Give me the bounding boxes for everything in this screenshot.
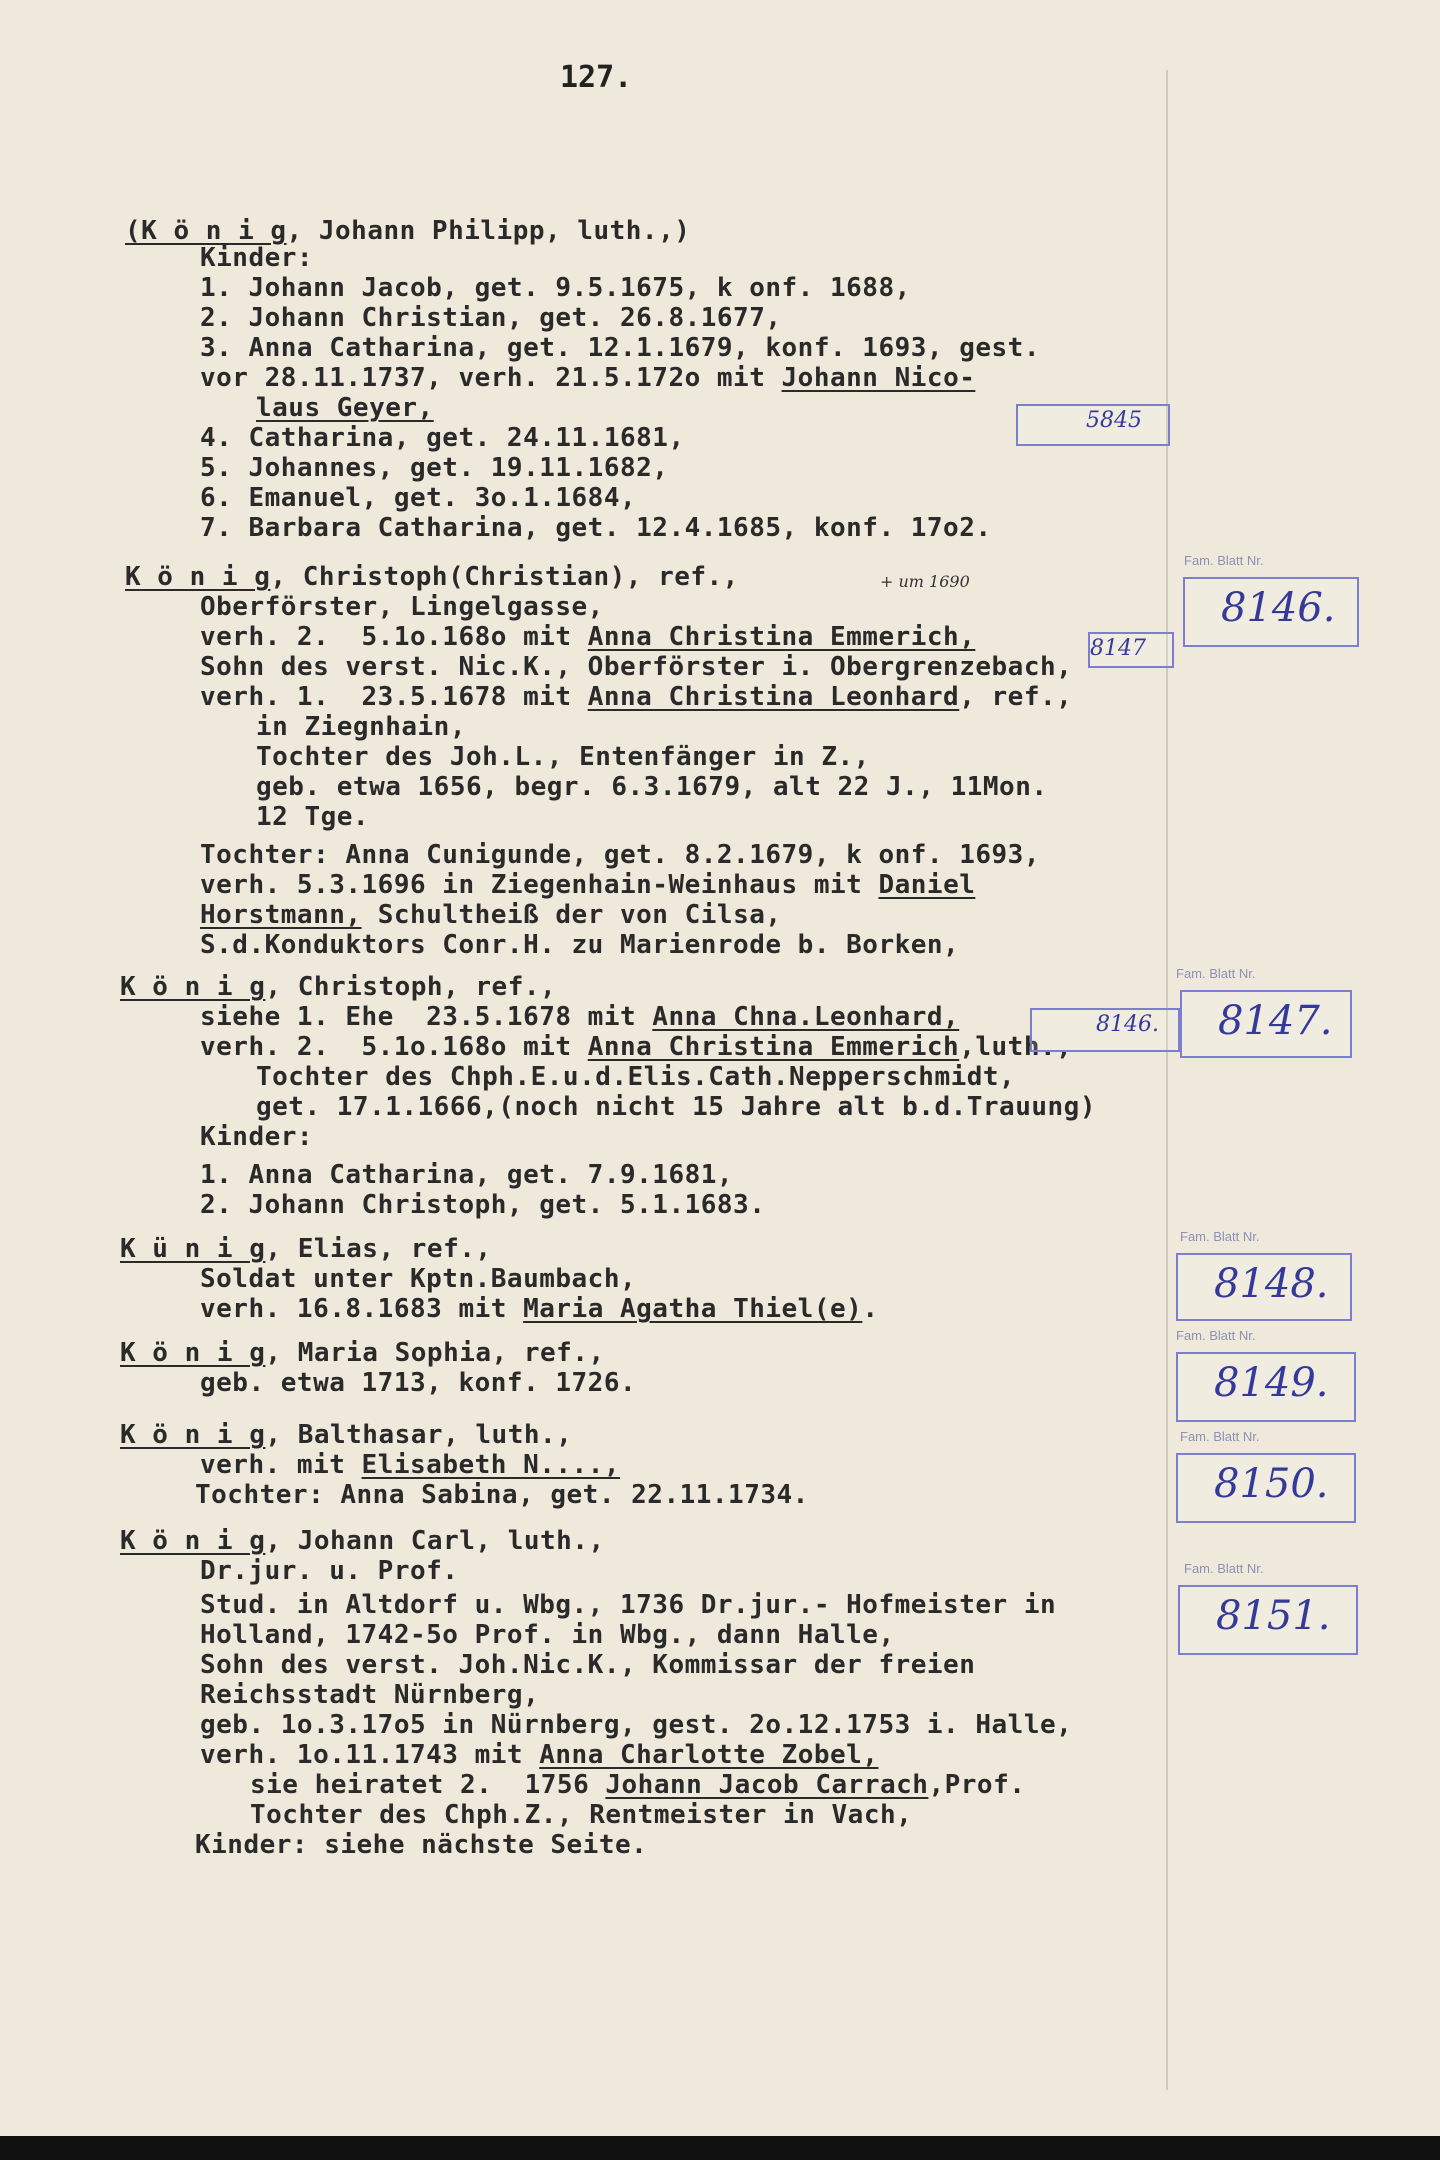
underlined-name: laus Geyer, <box>256 393 434 423</box>
text-line <box>200 1620 895 1650</box>
text-line <box>200 870 975 900</box>
text-line <box>200 900 782 930</box>
underlined-name: K ö n i g <box>120 1526 266 1556</box>
text-line <box>256 772 1048 802</box>
text-line <box>200 592 604 622</box>
underlined-name: Johann Jacob Carrach <box>605 1770 929 1800</box>
text-segment: Kinder: <box>200 243 314 273</box>
text-line <box>256 393 434 423</box>
handwritten-note: + um 1690 <box>880 572 970 591</box>
text-line <box>200 1160 733 1190</box>
text-segment: 1. Johann Jacob, get. 9.5.1675, k onf. 1688, <box>200 273 911 303</box>
text-segment: 3. Anna Catharina, get. 12.1.1679, konf. 1693, gest. <box>200 333 1040 363</box>
text-line <box>200 1002 959 1032</box>
text-line <box>120 972 556 1002</box>
text-line <box>200 423 685 453</box>
text-line <box>120 1338 605 1368</box>
text-segment: sie heiratet 2. 1756 <box>250 1770 606 1800</box>
text-segment: , Elias, ref., <box>265 1234 492 1264</box>
text-segment: 4. Catharina, get. 24.11.1681, <box>200 423 685 453</box>
family-sheet-number: 8146. <box>1096 1012 1159 1037</box>
text-segment: Kinder: <box>200 1122 314 1152</box>
text-line <box>200 243 313 273</box>
text-line <box>200 652 1072 682</box>
family-sheet-number: 8147 <box>1090 636 1146 661</box>
text-segment: , Maria Sophia, ref., <box>265 1338 605 1368</box>
text-line <box>200 682 1072 712</box>
text-line <box>200 622 975 652</box>
text-line <box>200 273 911 303</box>
text-line <box>120 1234 492 1264</box>
text-segment: verh. mit <box>200 1450 362 1480</box>
text-segment: ,Prof. <box>928 1770 1026 1800</box>
text-segment: . <box>862 1294 879 1324</box>
text-line <box>200 1556 458 1586</box>
text-line <box>200 1122 313 1152</box>
text-segment: 12 Tge. <box>256 802 370 832</box>
text-segment: geb. 1o.3.17o5 in Nürnberg, gest. 2o.12.1753 i. Halle, <box>200 1710 1073 1740</box>
text-segment: verh. 2. 5.1o.168o mit <box>200 1032 588 1062</box>
text-segment: Holland, 1742-5o Prof. in Wbg., dann Halle, <box>200 1620 895 1650</box>
text-line <box>125 216 690 246</box>
text-line <box>200 1710 1072 1740</box>
text-line <box>120 1420 572 1450</box>
text-segment: Kinder: siehe nächste Seite. <box>195 1830 648 1860</box>
family-sheet-number: 8148. <box>1214 1261 1329 1307</box>
text-line <box>200 303 782 333</box>
text-segment: 2. Johann Christoph, get. 5.1.1683. <box>200 1190 766 1220</box>
text-segment: 6. Emanuel, get. 3o.1.1684, <box>200 483 637 513</box>
underlined-name: Anna Charlotte Zobel, <box>539 1740 879 1770</box>
text-line <box>200 363 975 393</box>
text-segment: Schultheiß der von Cilsa, <box>361 900 782 930</box>
text-segment: verh. 5.3.1696 in Ziegenhain-Weinhaus mit <box>200 870 879 900</box>
underlined-name: Anna Christina Emmerich, <box>587 622 976 652</box>
family-sheet-number: 8151. <box>1216 1593 1331 1639</box>
text-line <box>200 1368 636 1398</box>
underlined-name: Daniel <box>878 870 976 900</box>
text-line <box>256 712 466 742</box>
text-segment: , ref., <box>959 682 1073 712</box>
text-segment: geb. etwa 1713, konf. 1726. <box>200 1368 637 1398</box>
underlined-name: K ö n i g <box>120 972 266 1002</box>
text-segment: geb. etwa 1656, begr. 6.3.1679, alt 22 J., 11Mon. <box>256 772 1048 802</box>
family-sheet-number: 5845 <box>1086 408 1142 433</box>
page-number: 127. <box>560 60 633 95</box>
underlined-name: K ö n i g <box>120 1338 266 1368</box>
text-line <box>195 1480 809 1510</box>
fam-blatt-label: Fam. Blatt Nr. <box>1184 553 1264 568</box>
fam-blatt-label: Fam. Blatt Nr. <box>1180 1429 1260 1444</box>
text-line <box>200 1590 1056 1620</box>
text-segment: verh. 1o.11.1743 mit <box>200 1740 540 1770</box>
fam-blatt-label: Fam. Blatt Nr. <box>1176 966 1256 981</box>
text-segment: Stud. in Altdorf u. Wbg., 1736 Dr.jur.- Hofmeister in <box>200 1590 1057 1620</box>
text-line <box>200 1264 636 1294</box>
text-line <box>200 1032 1072 1062</box>
text-line <box>200 1294 878 1324</box>
underlined-name: K ö n i g <box>120 1420 266 1450</box>
text-segment: 5. Johannes, get. 19.11.1682, <box>200 453 669 483</box>
text-line <box>256 802 369 832</box>
underlined-name: (K ö n i g <box>125 216 287 246</box>
text-segment: Oberförster, Lingelgasse, <box>200 592 604 622</box>
text-segment: , Johann Philipp, luth.,) <box>286 216 691 246</box>
text-line <box>256 1062 1015 1092</box>
text-line <box>200 1190 765 1220</box>
text-segment: , Christoph(Christian), ref., <box>270 562 739 592</box>
text-line <box>200 1680 539 1710</box>
text-line <box>200 513 992 543</box>
text-segment: , Christoph, ref., <box>265 972 557 1002</box>
text-segment: 2. Johann Christian, get. 26.8.1677, <box>200 303 782 333</box>
underlined-name: Elisabeth N...., <box>361 1450 620 1480</box>
text-line <box>250 1800 912 1830</box>
text-line <box>200 1450 620 1480</box>
text-line <box>120 1526 605 1556</box>
text-segment: siehe 1. Ehe 23.5.1678 mit <box>200 1002 653 1032</box>
scan-border <box>0 2136 1440 2160</box>
text-segment: Sohn des verst. Nic.K., Oberförster i. Obergrenzebach, <box>200 652 1073 682</box>
underlined-name: Anna Christina Leonhard <box>587 682 960 712</box>
text-segment: Tochter des Joh.L., Entenfänger in Z., <box>256 742 870 772</box>
underlined-name: Horstmann, <box>200 900 362 930</box>
text-segment: ,luth., <box>959 1032 1073 1062</box>
text-segment: in Ziegnhain, <box>256 712 466 742</box>
fam-blatt-label: Fam. Blatt Nr. <box>1184 1561 1264 1576</box>
family-sheet-number: 8147. <box>1218 998 1333 1044</box>
text-segment: Tochter: Anna Cunigunde, get. 8.2.1679, k onf. 1693, <box>200 840 1040 870</box>
text-line <box>250 1770 1025 1800</box>
text-line <box>200 333 1040 363</box>
text-segment: 1. Anna Catharina, get. 7.9.1681, <box>200 1160 734 1190</box>
text-segment: vor 28.11.1737, verh. 21.5.172o mit <box>200 363 782 393</box>
text-segment: Tochter des Chph.E.u.d.Elis.Cath.Nepperschmidt, <box>256 1062 1016 1092</box>
fam-blatt-label: Fam. Blatt Nr. <box>1176 1328 1256 1343</box>
text-segment: verh. 2. 5.1o.168o mit <box>200 622 588 652</box>
text-segment: Reichsstadt Nürnberg, <box>200 1680 540 1710</box>
text-segment: S.d.Konduktors Conr.H. zu Marienrode b. Borken, <box>200 930 960 960</box>
fam-blatt-label: Fam. Blatt Nr. <box>1180 1229 1260 1244</box>
text-segment: , Johann Carl, luth., <box>265 1526 605 1556</box>
underlined-name: K ü n i g <box>120 1234 266 1264</box>
text-segment: Tochter: Anna Sabina, get. 22.11.1734. <box>195 1480 809 1510</box>
text-segment: Soldat unter Kptn.Baumbach, <box>200 1264 637 1294</box>
underlined-name: Anna Chna.Leonhard, <box>652 1002 960 1032</box>
text-line <box>200 1740 878 1770</box>
text-line <box>125 562 739 592</box>
underlined-name: Anna Christina Emmerich <box>587 1032 960 1062</box>
text-line <box>200 483 636 513</box>
text-line <box>200 840 1040 870</box>
text-segment: , Balthasar, luth., <box>265 1420 573 1450</box>
text-line <box>200 453 668 483</box>
text-line <box>200 1650 975 1680</box>
family-sheet-number: 8146. <box>1221 585 1336 631</box>
family-sheet-number: 8150. <box>1214 1461 1329 1507</box>
text-segment: get. 17.1.1666,(noch nicht 15 Jahre alt b.d.Trauung) <box>256 1092 1096 1122</box>
text-segment: verh. 16.8.1683 mit <box>200 1294 524 1324</box>
text-segment: Sohn des verst. Joh.Nic.K., Kommissar der freien <box>200 1650 976 1680</box>
text-segment: Dr.jur. u. Prof. <box>200 1556 459 1586</box>
text-segment: Tochter des Chph.Z., Rentmeister in Vach, <box>250 1800 913 1830</box>
underlined-name: Maria Agatha Thiel(e) <box>523 1294 863 1324</box>
underlined-name: Johann Nico- <box>781 363 976 393</box>
margin-rule <box>1166 70 1168 2090</box>
text-segment: verh. 1. 23.5.1678 mit <box>200 682 588 712</box>
family-sheet-number: 8149. <box>1214 1360 1329 1406</box>
text-line <box>195 1830 647 1860</box>
text-line <box>256 742 870 772</box>
text-line <box>200 930 959 960</box>
text-segment: 7. Barbara Catharina, get. 12.4.1685, konf. 17o2. <box>200 513 992 543</box>
underlined-name: K ö n i g <box>125 562 271 592</box>
text-line <box>256 1092 1096 1122</box>
